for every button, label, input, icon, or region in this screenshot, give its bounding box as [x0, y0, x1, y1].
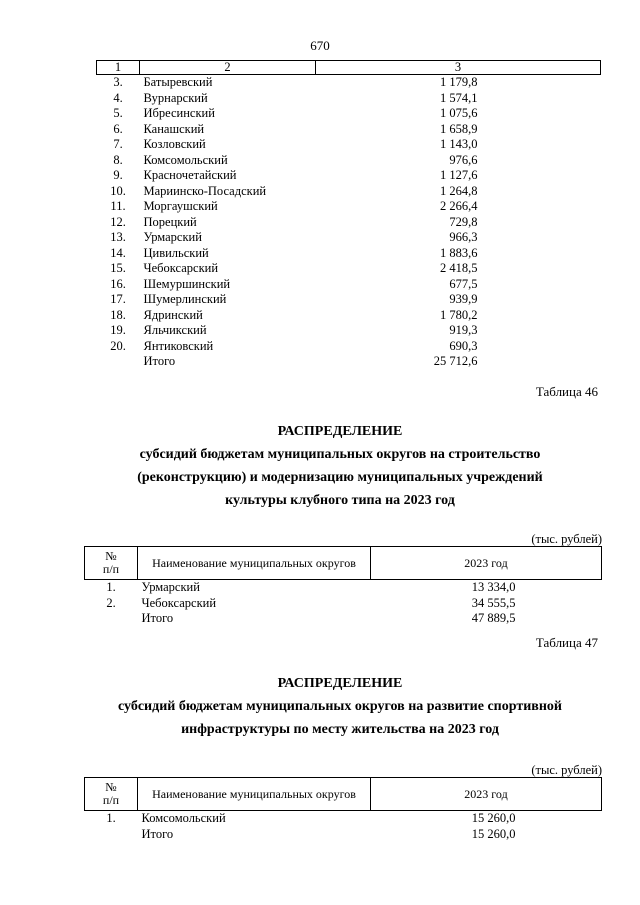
cell-value: 1 574,1 [440, 90, 478, 105]
district-name: Красночетайский [143, 168, 237, 182]
district-name: Батыревский [143, 75, 213, 89]
table-header-row [97, 61, 601, 75]
district-name: Шумерлинский [143, 292, 227, 306]
district-name: Ядринский [143, 307, 203, 322]
district-name: Урмарский [141, 580, 200, 594]
table-row [97, 122, 601, 138]
row-number: 14. [110, 245, 126, 260]
amount-cell [371, 827, 602, 843]
column-header: 3 [316, 61, 601, 75]
cell-value: 25 712,6 [433, 354, 478, 368]
table-row [97, 277, 601, 293]
row-number: 5. [113, 106, 123, 120]
table-row [97, 75, 601, 91]
table-row [97, 91, 601, 107]
row-number: 3. [113, 75, 123, 89]
column-header-year: 2023 год [371, 778, 602, 811]
table-row [97, 230, 601, 246]
table-row [97, 215, 601, 231]
title-line: инфраструктуры по месту жительства на 2023 год [181, 722, 499, 737]
amount-cell [316, 153, 601, 169]
title-line: (реконструкцию) и модернизацию муниципальных учреждений [137, 470, 543, 485]
cell-value: 1 143,0 [440, 137, 478, 151]
district-name: Шемуршинский [143, 276, 231, 291]
amount-cell [316, 184, 601, 200]
title-line: субсидий бюджетам муниципальных округов на строительство [139, 447, 541, 462]
amount-cell [371, 611, 602, 627]
table-row [97, 261, 601, 277]
table-row [97, 308, 601, 324]
amount-cell [316, 277, 601, 293]
title-line: РАСПРЕДЕЛЕНИЕ [277, 676, 403, 691]
amount-cell [316, 354, 601, 370]
district-name: Итого [141, 826, 174, 841]
table-row [85, 580, 602, 596]
amount-cell [316, 168, 601, 184]
cell-value: 13 334,0 [471, 580, 516, 594]
district-name: Козловский [143, 137, 206, 151]
row-number: 13. [110, 230, 126, 244]
amount-cell [316, 75, 601, 91]
district-name: Ибресинский [143, 106, 215, 120]
column-header-year: 2023 год [371, 547, 602, 580]
district-name: Канашский [143, 121, 205, 136]
row-number: 19. [110, 323, 126, 337]
amount-cell [371, 596, 602, 612]
table-row [97, 354, 601, 370]
row-number: 10. [110, 183, 126, 198]
row-number: 1. [106, 811, 116, 825]
column-header-name: Наименование муниципальных округов [138, 778, 371, 811]
column-header: 1 [97, 61, 140, 75]
table-label: Таблица 46 [535, 384, 598, 399]
row-number: 17. [110, 292, 126, 306]
row-number: 12. [110, 214, 126, 229]
amount-cell [371, 580, 602, 596]
cell-value: 1 883,6 [440, 245, 478, 260]
amount-cell [316, 137, 601, 153]
district-name: Моргаушский [143, 199, 218, 213]
table-row [85, 596, 602, 612]
row-number: 8. [113, 152, 123, 167]
table-row [97, 323, 601, 339]
amount-cell [316, 323, 601, 339]
cell-value: 2 266,4 [440, 199, 478, 213]
column-header-number: № п/п [85, 778, 138, 811]
district-name: Чебоксарский [141, 595, 217, 610]
cell-value: 34 555,5 [471, 595, 516, 610]
table-row [97, 153, 601, 169]
row-number: 16. [110, 276, 126, 291]
cell-value: 939,9 [449, 292, 478, 306]
cell-value: 1 127,6 [440, 168, 478, 182]
amount-cell [316, 292, 601, 308]
cell-value: 1 179,8 [440, 75, 478, 89]
cell-value: 15 260,0 [471, 811, 516, 825]
cell-value: 690,3 [449, 338, 478, 353]
district-name: Яльчикский [143, 323, 207, 337]
amount-cell [316, 339, 601, 355]
table-row [97, 292, 601, 308]
district-name: Итого [143, 354, 176, 368]
district-name: Урмарский [143, 230, 202, 244]
row-number [85, 611, 138, 627]
table-row [85, 611, 602, 627]
table-row [85, 811, 602, 827]
cell-value: 1 264,8 [440, 183, 478, 198]
row-number: 15. [110, 261, 126, 275]
cell-value: 677,5 [449, 276, 478, 291]
district-name: Комсомольский [143, 152, 228, 167]
column-header-number: № п/п [85, 547, 138, 580]
row-number: 9. [113, 168, 123, 182]
table-row [97, 184, 601, 200]
table-header-row [85, 778, 602, 811]
district-name: Порецкий [143, 214, 197, 229]
title-line: культуры клубного типа на 2023 год [225, 493, 455, 508]
row-number: 2. [106, 595, 116, 610]
table-continuation [96, 60, 601, 370]
table-row [97, 168, 601, 184]
units-label: (тыс. рублей) [531, 763, 602, 777]
table-row [97, 339, 601, 355]
amount-cell [316, 91, 601, 107]
district-name: Чебоксарский [143, 261, 219, 275]
cell-value: 1 780,2 [440, 307, 478, 322]
units-label: (тыс. рублей) [531, 532, 602, 546]
cell-value: 919,3 [449, 323, 478, 337]
amount-cell [316, 308, 601, 324]
row-number: 11. [110, 199, 126, 213]
amount-cell [316, 199, 601, 215]
amount-cell [316, 215, 601, 231]
row-number: 1. [106, 580, 116, 594]
district-name: Вурнарский [143, 90, 208, 105]
page-number: 670 [310, 38, 330, 53]
amount-cell [371, 811, 602, 827]
section-title [0, 420, 640, 512]
table-row [97, 246, 601, 262]
table-row [97, 137, 601, 153]
cell-value: 15 260,0 [471, 826, 516, 841]
row-number: 4. [113, 90, 123, 105]
table-47 [84, 777, 602, 842]
cell-value: 1 658,9 [440, 121, 478, 136]
row-number: 18. [110, 307, 126, 322]
cell-value: 966,3 [449, 230, 478, 244]
row-number [85, 827, 138, 843]
row-number: 6. [113, 121, 123, 136]
table-row [97, 199, 601, 215]
row-number: 7. [113, 137, 123, 151]
cell-value: 976,6 [449, 152, 478, 167]
district-name: Янтиковский [143, 338, 214, 353]
district-name: Мариинско-Посадский [143, 183, 267, 198]
title-line: РАСПРЕДЕЛЕНИЕ [277, 424, 403, 439]
amount-cell [316, 230, 601, 246]
district-name: Комсомольский [141, 811, 226, 825]
cell-value: 47 889,5 [471, 611, 516, 625]
amount-cell [316, 246, 601, 262]
table-row [85, 827, 602, 843]
table-row [97, 106, 601, 122]
column-header: 2 [140, 61, 316, 75]
section-title [0, 672, 640, 741]
column-header-name: Наименование муниципальных округов [138, 547, 371, 580]
table-label: Таблица 47 [535, 635, 598, 650]
amount-cell [316, 106, 601, 122]
amount-cell [316, 122, 601, 138]
cell-value: 1 075,6 [440, 106, 478, 120]
amount-cell [316, 261, 601, 277]
cell-value: 729,8 [449, 214, 478, 229]
row-number: 20. [110, 338, 126, 353]
title-line: субсидий бюджетам муниципальных округов на развитие спортивной [117, 699, 562, 714]
table-46 [84, 546, 602, 627]
table-header-row [85, 547, 602, 580]
cell-value: 2 418,5 [440, 261, 478, 275]
district-name: Итого [141, 611, 174, 625]
district-name: Цивильский [143, 245, 209, 260]
row-number [97, 354, 140, 370]
